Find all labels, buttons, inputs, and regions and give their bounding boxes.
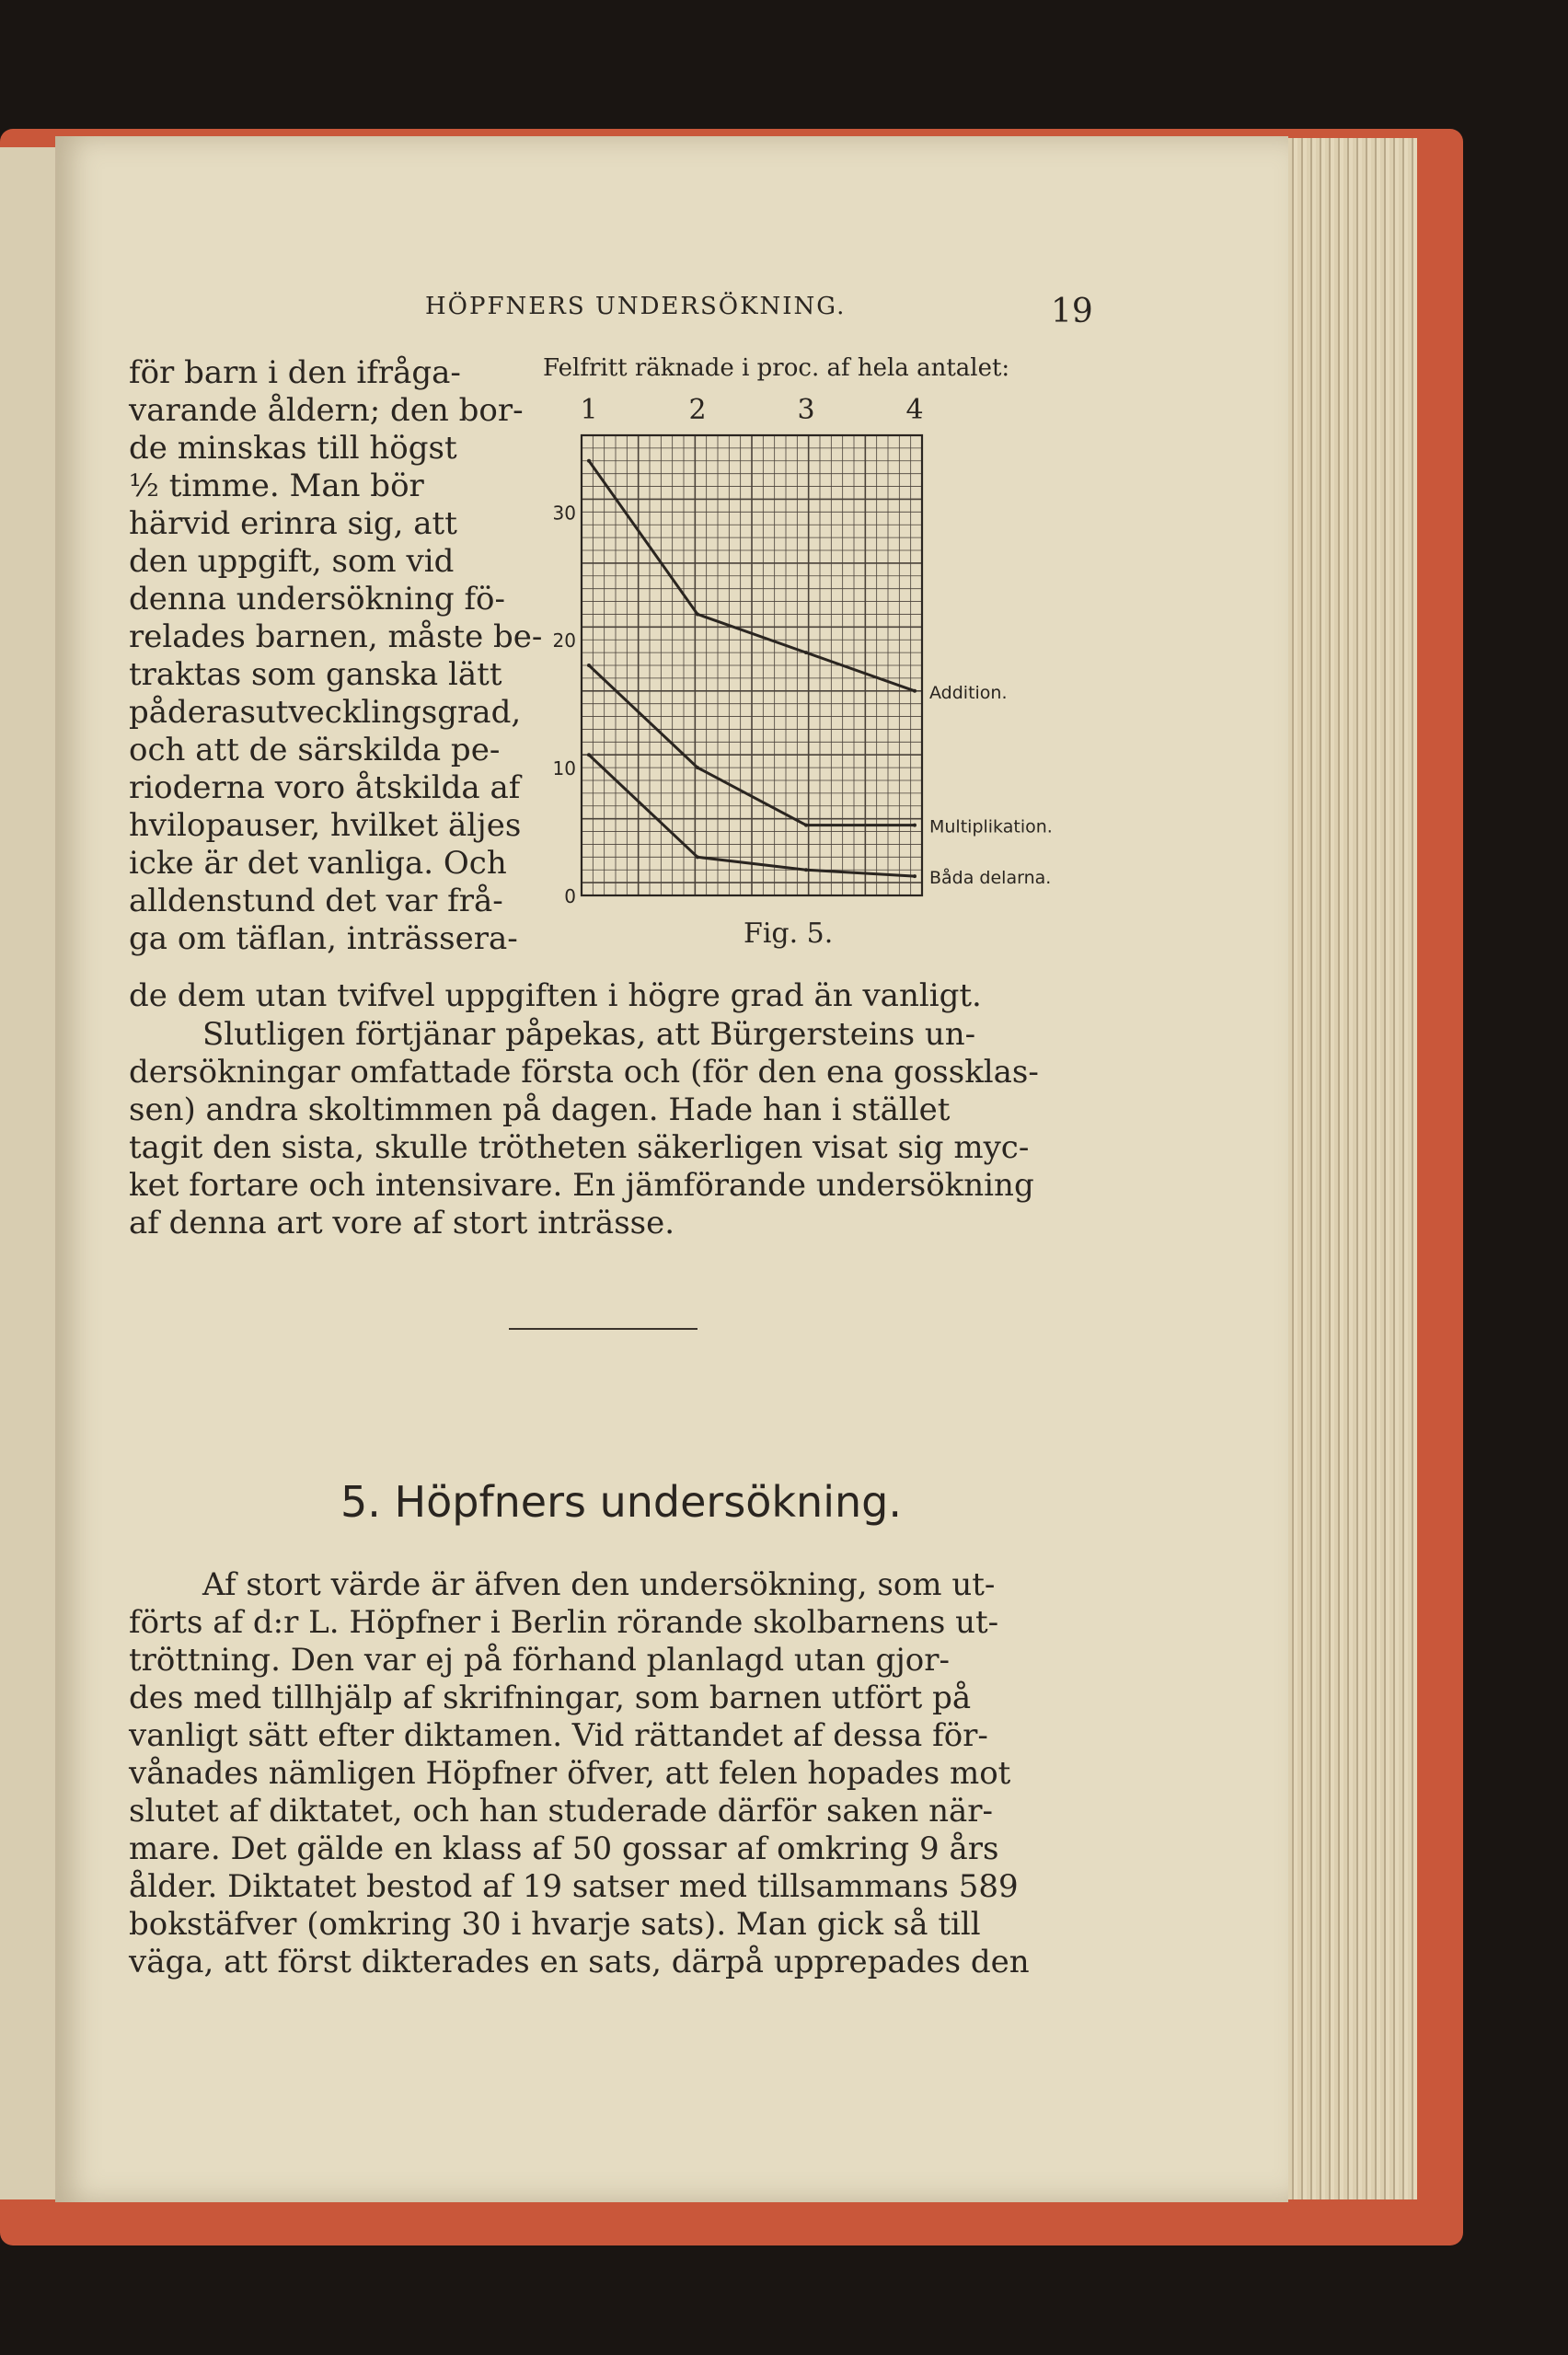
text-line: af denna art vore af stort inträsse. xyxy=(129,1205,675,1241)
text-line: tröttning. Den var ej på förhand planlagd utan gjor- xyxy=(129,1642,950,1679)
text-line: förts af d:r L. Höpfner i Berlin rörande skolbarnens ut- xyxy=(129,1604,999,1641)
data-point xyxy=(587,664,591,667)
text-line: des med tillhjälp af skrifningar, som barnen utfört på xyxy=(129,1680,972,1716)
running-head: HÖPFNERS UNDERSÖKNING. xyxy=(425,293,847,320)
series-label: Båda delarna. xyxy=(929,868,1052,889)
text-line: den uppgift, som vid xyxy=(129,543,455,580)
figure-caption: Fig. 5. xyxy=(744,918,834,950)
y-tick-labels xyxy=(553,502,576,906)
text-line: traktas som ganska lätt xyxy=(129,656,502,693)
series-labels xyxy=(929,683,1053,888)
x-tick-label: 2 xyxy=(688,394,707,426)
text-line: varande åldern; den bor- xyxy=(129,392,524,429)
text-line: sen) andra skoltimmen på dagen. Hade han i stället xyxy=(129,1091,951,1128)
y-tick-label: 0 xyxy=(564,885,576,906)
text-line: för barn i den ifråga- xyxy=(129,354,461,391)
section-divider xyxy=(509,1328,698,1330)
text-line: icke är det vanliga. Och xyxy=(129,845,507,882)
text-line: väga, att först dikterades en sats, därpå upprepades den xyxy=(129,1944,1030,1980)
data-point xyxy=(804,651,808,654)
y-tick-label: 30 xyxy=(552,502,576,525)
figure-5 xyxy=(543,354,1095,980)
data-point xyxy=(804,824,808,827)
text-line: dersökningar omfattade första och (för den ena gossklas- xyxy=(129,1054,1039,1091)
wrapped-paragraph xyxy=(129,354,543,958)
data-point xyxy=(804,868,808,872)
text-line: påderasutvecklingsgrad, xyxy=(129,694,522,731)
left-page-edge xyxy=(0,147,55,2199)
text-line: ket fortare och intensivare. En jämförande undersökning xyxy=(129,1167,1034,1204)
y-tick-label: 10 xyxy=(552,757,576,780)
text-line: alldenstund det var frå- xyxy=(129,883,503,919)
text-line: de minskas till högst xyxy=(129,430,457,467)
series-label: Addition. xyxy=(929,682,1008,703)
y-tick-label: 20 xyxy=(552,629,576,652)
text-line: ga om täflan, inträssera- xyxy=(129,920,518,957)
data-point xyxy=(696,766,699,769)
x-tick-label: 4 xyxy=(905,394,924,426)
text-line: tagit den sista, skulle trötheten säkerligen visat sig myc- xyxy=(129,1129,1030,1166)
data-point xyxy=(587,459,591,463)
text-line: vånades nämligen Höpfner öfver, att felen hopades mot xyxy=(129,1755,1011,1792)
data-point xyxy=(696,855,699,859)
line-chart xyxy=(543,354,1095,906)
text-line: de dem utan tvifvel uppgiften i högre grad än vanligt. xyxy=(129,977,982,1014)
text-line: vanligt sätt efter diktamen. Vid rättandet af dessa för- xyxy=(129,1717,988,1754)
text-line: relades barnen, måste be- xyxy=(129,618,543,655)
text-line: Slutligen förtjänar påpekas, att Bürgersteins un- xyxy=(202,1016,976,1053)
data-point xyxy=(913,874,917,878)
text-line: och att de särskilda pe- xyxy=(129,732,501,768)
text-line: bokstäfver (omkring 30 i hvarje sats). Man gick så till xyxy=(129,1906,981,1943)
text-line: mare. Det gälde en klass af 50 gossar af omkring 9 års xyxy=(129,1830,999,1867)
paragraph-2 xyxy=(129,1016,1086,1242)
page-edges xyxy=(1270,138,1417,2199)
data-point xyxy=(913,824,917,827)
text-line: rioderna voro åtskilda af xyxy=(129,769,521,806)
text-line: härvid erinra sig, att xyxy=(129,505,457,542)
section-title: 5. Höpfners undersökning. xyxy=(340,1477,902,1527)
x-tick-label: 3 xyxy=(797,394,815,426)
series-label: Multiplikation. xyxy=(929,816,1053,837)
data-point xyxy=(587,753,591,756)
text-line: Af stort värde är äfven den undersökning, som ut- xyxy=(202,1566,996,1603)
text-line: slutet af diktatet, och han studerade därför saken när- xyxy=(129,1793,994,1830)
paragraph-1-tail xyxy=(129,977,1086,1015)
figure-title: Felfritt räknade i proc. af hela antalet: xyxy=(543,354,1010,382)
data-point xyxy=(696,612,699,616)
text-line: ålder. Diktatet bestod af 19 satser med tillsammans 589 xyxy=(129,1868,1019,1905)
paragraph-3 xyxy=(129,1566,1086,1981)
text-line: hvilopauser, hvilket äljes xyxy=(129,807,522,844)
data-point xyxy=(913,689,917,693)
x-tick-label: 1 xyxy=(580,394,598,426)
x-tick-labels xyxy=(580,394,923,426)
text-line: ½ timme. Man bör xyxy=(129,468,424,504)
page-number: 19 xyxy=(1051,293,1093,330)
text-line: denna undersökning fö- xyxy=(129,581,505,618)
